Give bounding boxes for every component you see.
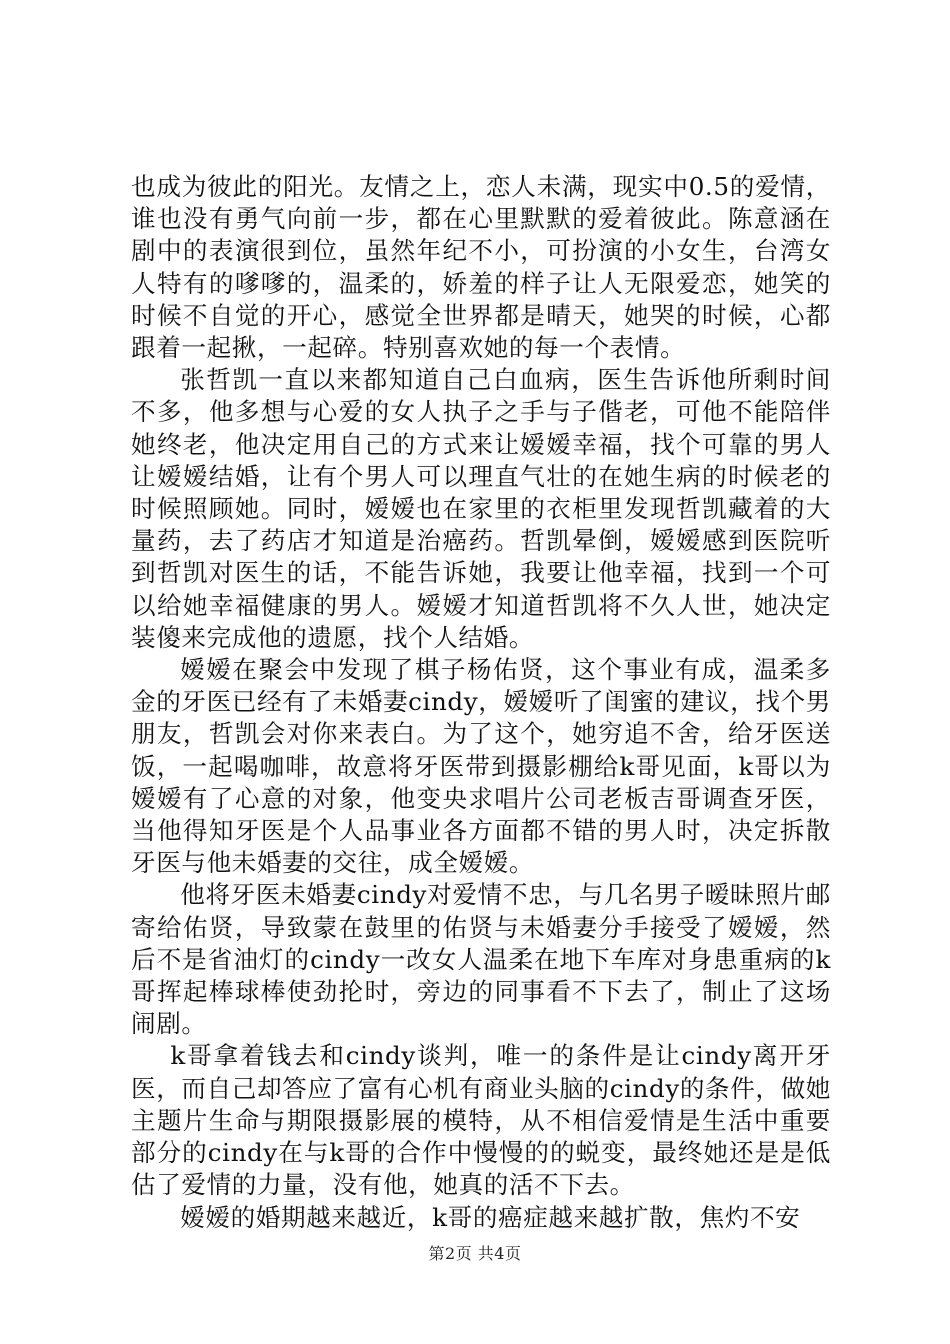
paragraph: 张哲凯一直以来都知道自己白血病，医生告诉他所剩时间不多，他多想与心爱的女人执子之手与子偕老，可他不能陪伴她终老，他决定用自己的方式来让嫒嫒幸福，找个可靠的男人让嫒嫒结婚，让有个男人可以理直气壮的在她生病的时候老的时候照顾她。同时，嫒嫒也在家里的衣柜里发现哲凯藏着的大量药，去了药店才知道是治癌药。哲凯晕倒，嫒嫒感到医院听到哲凯对医生的话，不能告诉她，我要让他幸福，找到一个可以给她幸福健康的男人。嫒嫒才知道哲凯将不久人世，她决定装傻来完成他的遗愿，找个人结婚。 <box>131 365 831 652</box>
paragraph: 嫒嫒的婚期越来越近，k哥的癌症越来越扩散，焦灼不安 <box>180 1202 801 1232</box>
page-number-footer: 第2页 共4页 <box>428 1244 522 1263</box>
paragraph: 他将牙医未婚妻cindy对爱情不忠，与几名男子暧昧照片邮寄给佑贤，导致蒙在鼓里的佑贤与未婚妻分手接受了嫒嫒，然后不是省油灯的cindy一改女人温柔在地下车库对身患重病的k哥挥起棒球棒使劲抡时，旁边的同事看不下去了，制止了这场闹剧。 <box>131 880 831 1039</box>
document-body <box>131 171 831 1234</box>
paragraph: 也成为彼此的阳光。友情之上，恋人未满，现实中0.5的爱情，谁也没有勇气向前一步，都在心里默默的爱着彼此。陈意涵在剧中的表演很到位，虽然年纪不小，可扮演的小女生，台湾女人特有的嗲嗲的，温柔的，娇羞的样子让人无限爱恋，她笑的时候不自觉的开心，感觉全世界都是晴天，她哭的时候，心都跟着一起揪，一起碎。特别喜欢她的每一个表情。 <box>131 172 831 363</box>
paragraph: 嫒嫒在聚会中发现了棋子杨佑贤，这个事业有成，温柔多金的牙医已经有了未婚妻cindy，嫒嫒听了闺蜜的建议，找个男朋友，哲凯会对你来表白。为了这个，她穷追不舍，给牙医送饭，一起喝咖啡，故意将牙医带到摄影棚给k哥见面，k哥以为嫒嫒有了心意的对象，他变央求唱片公司老板吉哥调查牙医，当他得知牙医是个人品事业各方面都不错的男人时，决定拆散牙医与他未婚妻的交往，成全嫒嫒。 <box>131 655 831 878</box>
paragraph: k哥拿着钱去和cindy谈判，唯一的条件是让cindy离开牙医，而自己却答应了富有心机有商业头脑的cindy的条件，做她主题片生命与期限摄影展的模特，从不相信爱情是生活中重要部分的cindy在与k哥的合作中慢慢的的蜕变，最终她还是是低估了爱情的力量，没有他，她真的活不下去。 <box>131 1041 831 1200</box>
